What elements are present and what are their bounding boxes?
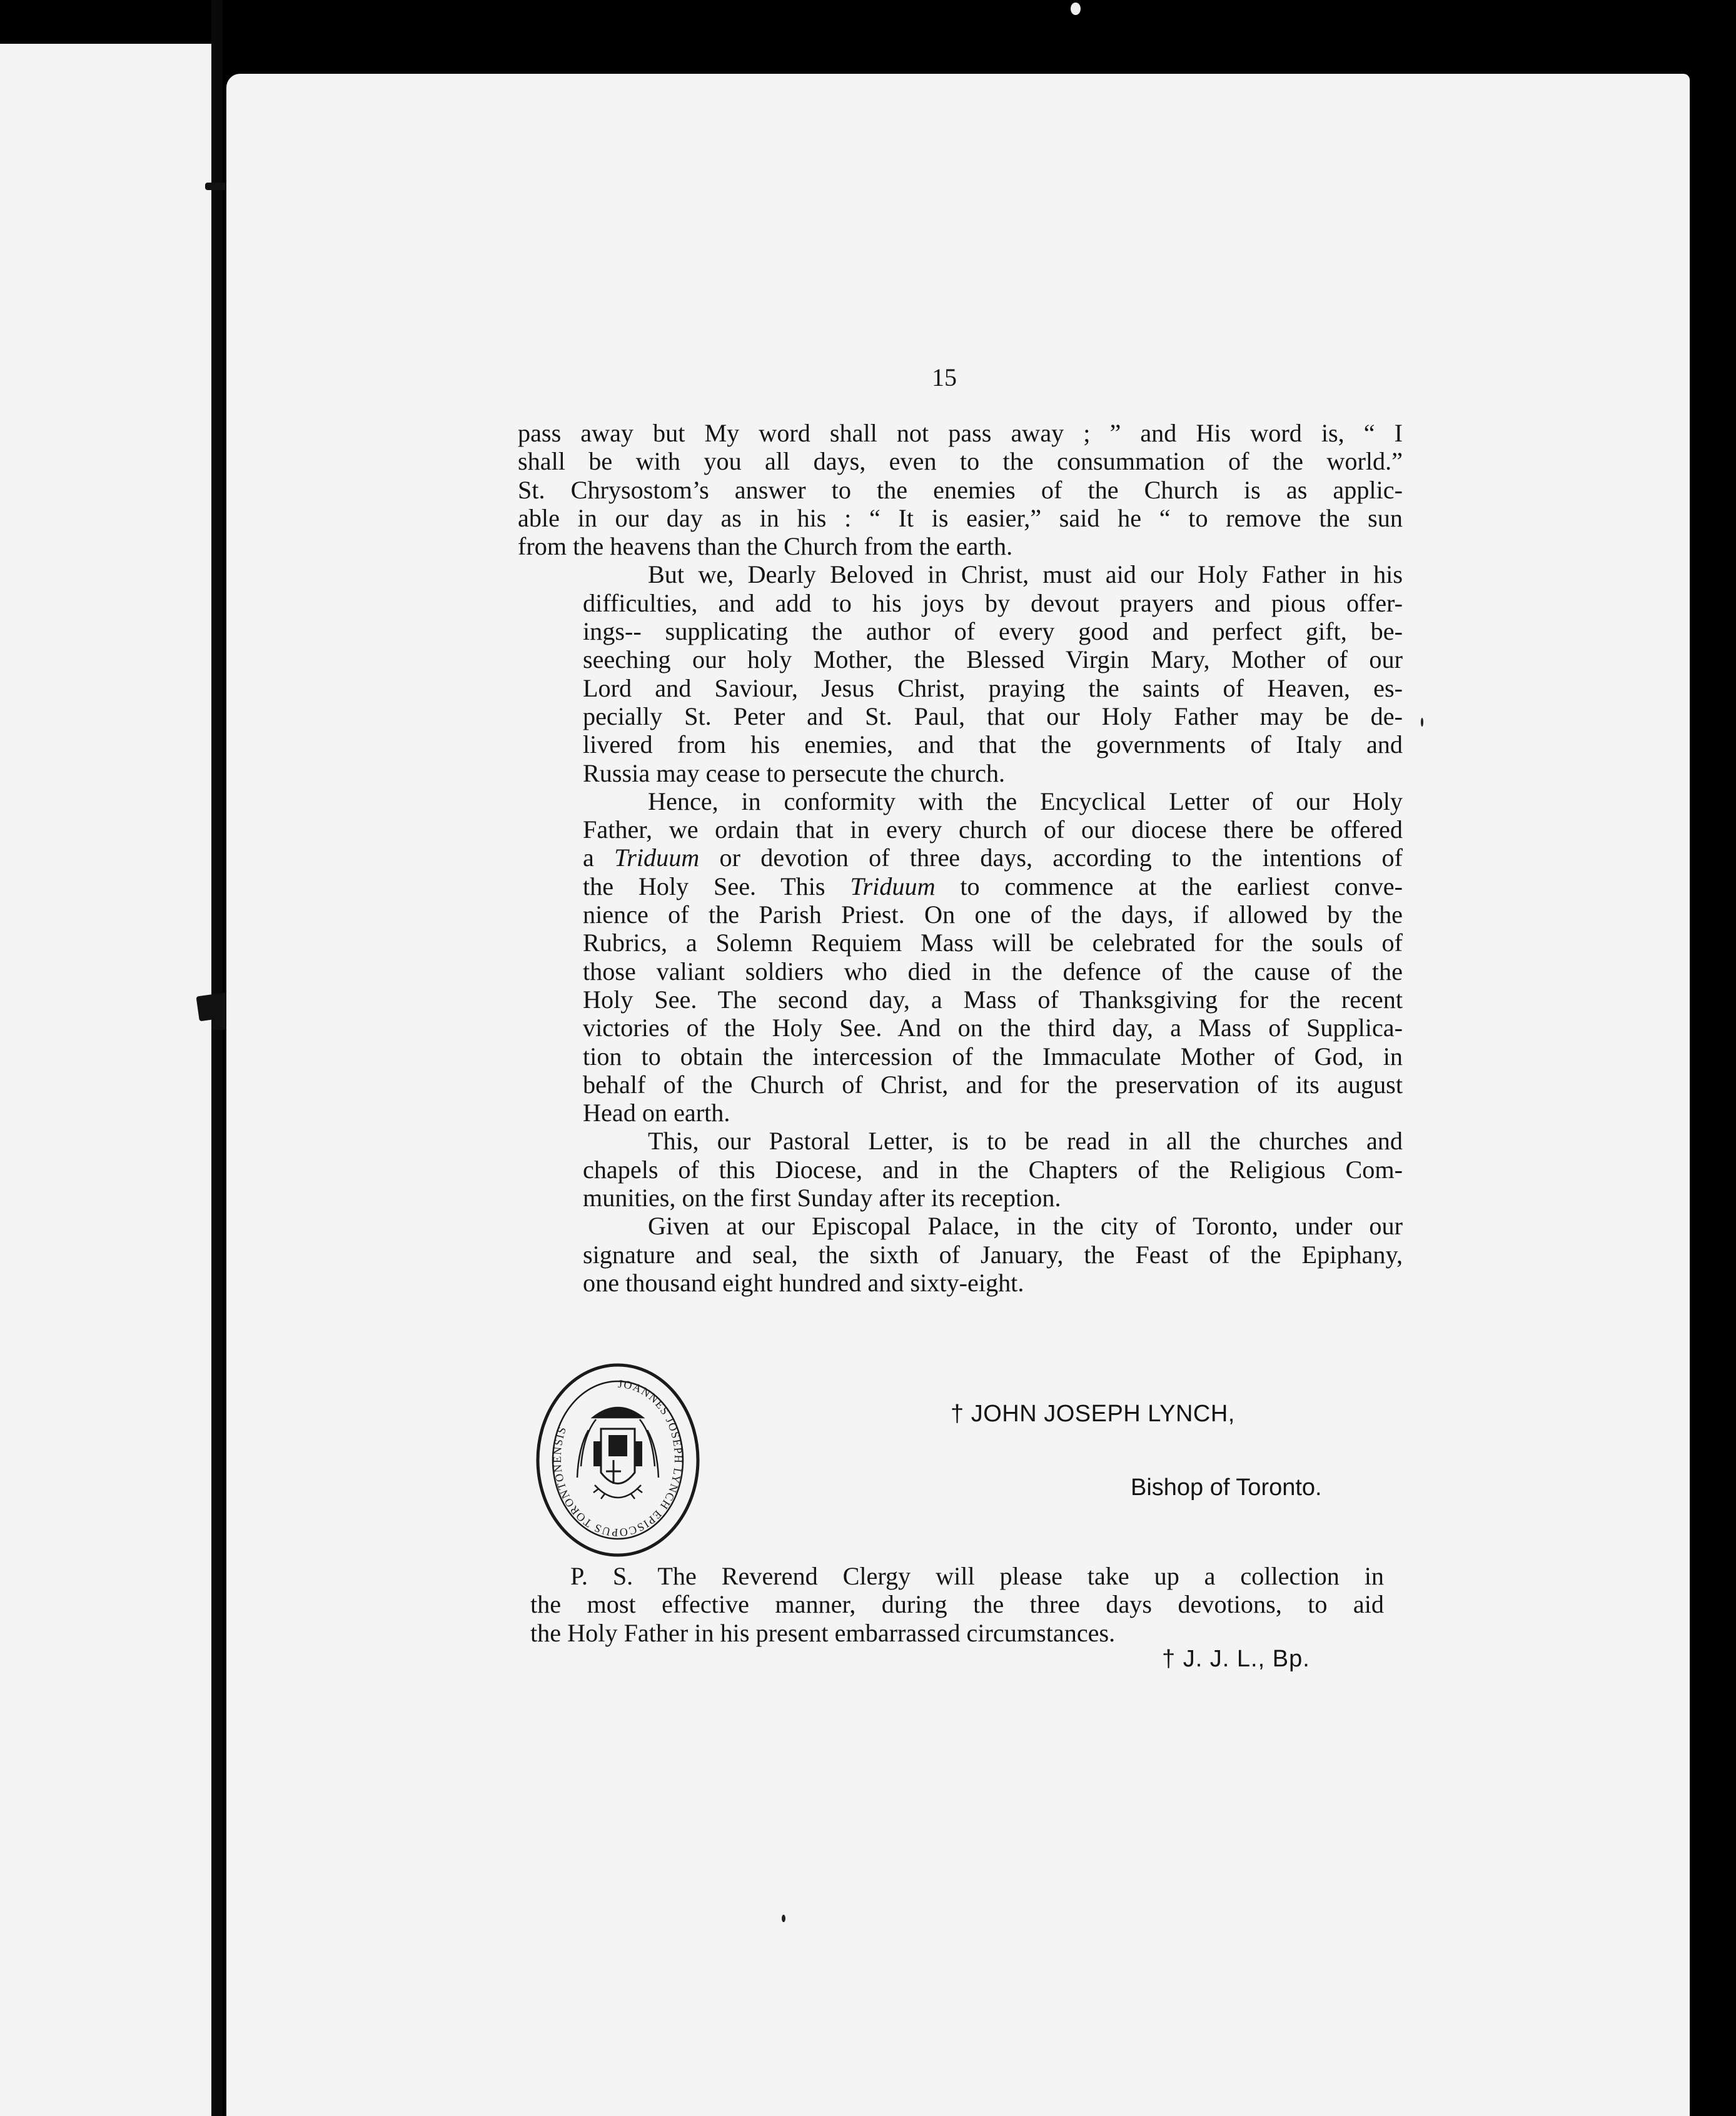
paragraph [518, 1127, 1403, 1212]
text-line: seeching our holy Mother, the Blessed Virgin Mary, Mother of our [583, 645, 1403, 674]
text-line: This, our Pastoral Letter, is to be read in all the churches and [648, 1127, 1403, 1156]
paper-speck [782, 1915, 785, 1922]
page-number: 15 [932, 363, 957, 391]
text-line: Hence, in conformity with the Encyclical Letter of our Holy [648, 787, 1403, 815]
facing-page-edge [0, 44, 216, 2116]
seal-inscription: JOANNES JOSEPH LYNCH EPISCOPUS TORONTONENSIS [550, 1377, 685, 1539]
text-line: Father, we ordain that in every church of our diocese there be offered [583, 815, 1403, 844]
text-line: behalf of the Church of Christ, and for the preservation of its august [583, 1070, 1403, 1099]
text-line: those valiant soldiers who died in the defence of the cause of the [583, 957, 1403, 985]
episcopal-seal [533, 1360, 702, 1560]
text-line: Holy See. The second day, a Mass of Thanksgiving for the recent [583, 985, 1403, 1014]
text-line: the most effective manner, during the three days devotions, to aid [530, 1590, 1384, 1619]
paper-speck [1421, 718, 1423, 727]
text-line: Head on earth. [583, 1099, 730, 1127]
corner-speck [1071, 3, 1081, 15]
text-line: shall be with you all days, even to the consummation of the world.” [518, 447, 1403, 476]
text-line: munities, on the first Sunday after its reception. [583, 1184, 1061, 1212]
text-line: chapels of this Diocese, and in the Chapters of the Religious Com- [583, 1155, 1403, 1184]
paragraph [518, 1212, 1403, 1297]
text-line: tion to obtain the intercession of the Immaculate Mother of God, in [583, 1042, 1403, 1071]
text-line: a Triduum or devotion of three days, according to the intentions of [583, 844, 1403, 872]
text-line: St. Chrysostom’s answer to the enemies of the Church is as applic- [518, 475, 1403, 504]
text-line: one thousand eight hundred and sixty-eight. [583, 1268, 1024, 1297]
text-line: Given at our Episcopal Palace, in the city of Toronto, under our [648, 1212, 1403, 1241]
text-line: ings-- supplicating the author of every good and perfect gift, be- [583, 617, 1403, 646]
signature-name: † JOHN JOSEPH LYNCH, [951, 1401, 1235, 1427]
paragraph [518, 560, 1403, 787]
text-line: from the heavens than the Church from the earth. [518, 532, 1013, 561]
binding-spine [211, 0, 223, 2116]
text-line: the Holy See. This Triduum to commence at the earliest conve- [583, 872, 1403, 900]
coat-of-arms-icon [593, 1429, 642, 1484]
text-line: pass away but My word shall not pass away ; ” and His word is, “ I [518, 419, 1403, 447]
letter-body [518, 419, 1403, 1297]
text-line: signature and seal, the sixth of January, the Feast of the Epiphany, [583, 1240, 1403, 1269]
text-line: Rubrics, a Solemn Requiem Mass will be celebrated for the souls of [583, 929, 1403, 957]
text-line: victories of the Holy See. And on the third day, a Mass of Supplica- [583, 1014, 1403, 1042]
postscript-initials: † J. J. L., Bp. [1162, 1646, 1310, 1672]
paragraph [518, 787, 1403, 1127]
text-line: P. S. The Reverend Clergy will please take up a collection in [570, 1562, 1384, 1590]
postscript-paragraph [530, 1562, 1384, 1647]
text-line: Russia may cease to persecute the church. [583, 758, 1006, 787]
text-line: able in our day as in his : “ It is easier,” said he “ to remove the sun [518, 503, 1403, 532]
paragraph [518, 419, 1403, 560]
text-line: difficulties, and add to his joys by devout prayers and pious offer- [583, 588, 1403, 617]
text-line: nience of the Parish Priest. On one of the days, if allowed by the [583, 900, 1403, 929]
text-line: pecially St. Peter and St. Paul, that our Holy Father may be de- [583, 702, 1403, 730]
laurel-branch-icon [593, 1485, 642, 1499]
text-line: the Holy Father in his present embarrassed circumstances. [530, 1618, 1116, 1647]
postscript [530, 1562, 1384, 1647]
text-line: livered from his enemies, and that the governments of Italy and [583, 730, 1403, 759]
text-line: But we, Dearly Beloved in Christ, must aid our Holy Father in his [648, 560, 1403, 589]
text-line: Lord and Saviour, Jesus Christ, praying the saints of Heaven, es- [583, 673, 1403, 702]
signature-title: Bishop of Toronto. [1131, 1474, 1322, 1501]
